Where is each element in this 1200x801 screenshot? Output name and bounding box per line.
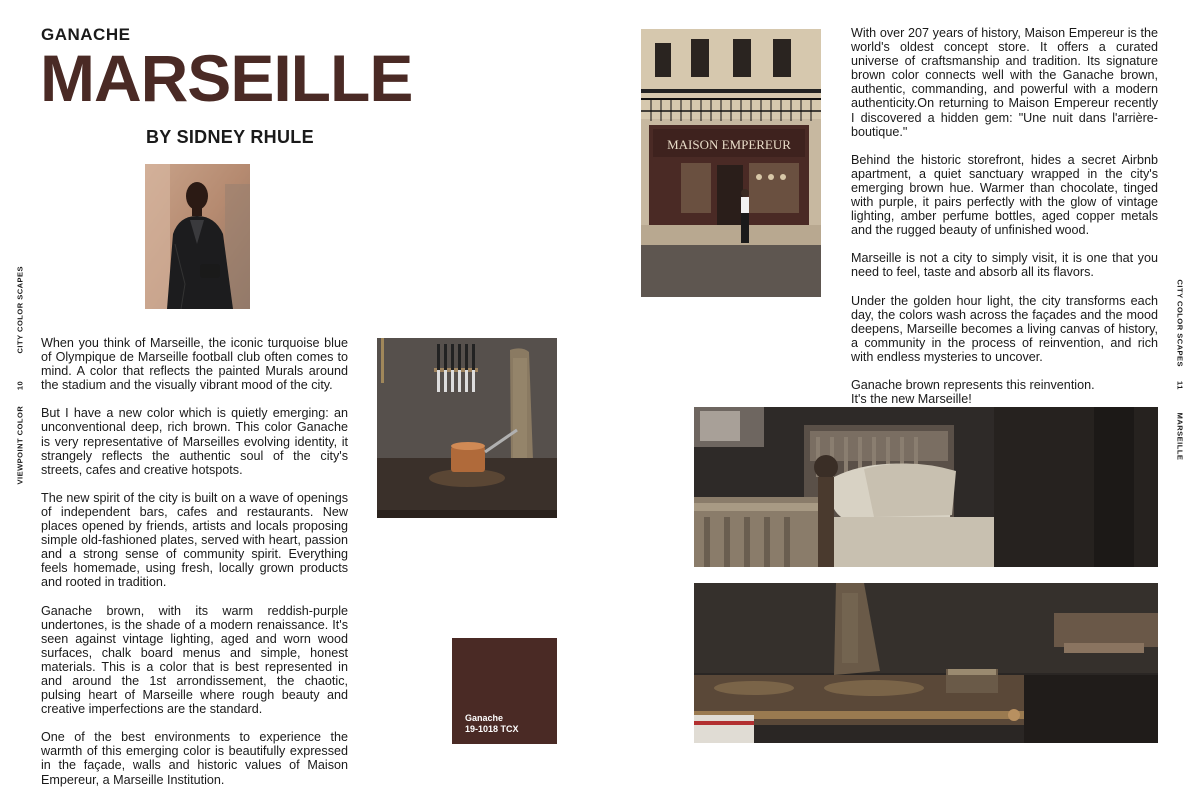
paragraph: With over 207 years of history, Maison Empereur is the world's oldest concept store. It offers a curated universe of craftsmanship and tradition. Its signature brown color connects well with the Ganache brown, authentic, commanding, and powerful with a modern authenticity.On returning to Maison Empereur recently I discovered a hidden gem: "Une nuit dans l'arrière-boutique." — [851, 26, 1158, 139]
swatch-code: 19-1018 TCX — [465, 724, 519, 734]
paragraph: When you think of Marseille, the iconic turquoise blue of Olympique de Marseille football club often comes to mind. A color that reflects the painted Murals around the stadium and the visually vibrant mood of the city. — [41, 336, 348, 393]
swatch-name: Ganache — [465, 713, 504, 723]
paragraph: Behind the historic storefront, hides a secret Airbnb apartment, a quiet sanctuary wrapped in the city's emerging brown hue. Warmer than chocolate, tinged with purple, it pairs perfectly with the glow of vintage lighting, amber perfume bottles, aged copper metals and the rugged beauty of unfinished wood. — [851, 152, 1158, 238]
paragraph: Ganache brown, with its warm reddish-purple undertones, is the shade of a modern renaissance. It's seen against vintage lighting, aged and worn wood surfaces, chalk board menus and simple, honest materials. This is a color that is best represented in and around the 1st arrondissement, the chaotic, pulsing heart of Marseille where rough beauty and creative imperfections are the standard. — [41, 603, 348, 717]
paragraph: The new spirit of the city is built on a wave of openings of independent bars, cafes and restaurants. New places opened by friends, artists and locals proposing simple old-fashioned plates, served with heart, passion and a strong sense of community spirit. Everything feels homemade, using fresh, locally grown products and rooted in tradition. — [41, 490, 348, 590]
right-topic-label: MARSEILLE — [1175, 412, 1185, 461]
left-section-label: CITY COLOR SCAPES — [15, 265, 25, 354]
storefront-sign: MAISON EMPEREUR — [667, 137, 791, 152]
arriere-boutique-bedroom-photo — [694, 407, 1158, 567]
kicker: GANACHE — [41, 25, 131, 44]
paragraph: Under the golden hour light, the city transforms each day, the colors wash across the façades and the mood deepens, Marseille becomes a living canvas of history, a community in the process of reinvention, and rich with endless mysteries to uncover. — [851, 293, 1158, 364]
paragraph: But I have a new color which is quietly emerging: an unconventional deep, rich brown. This color Ganache is very representative of Marseilles evolving identity, it strangely reflects the authentic soul of the city's streets, cafes and creative hotspots. — [41, 406, 348, 477]
paragraph: Marseille is not a city to simply visit, it is one that you need to feel, taste and absorb all its flavors. — [851, 251, 1158, 280]
copper-pot-stove-photo — [377, 338, 557, 518]
byline: BY SIDNEY RHULE — [146, 127, 314, 147]
left-page-number: 10 — [15, 380, 25, 391]
paragraph: One of the best environments to experience the warmth of this emerging color is beautifully expressed in the façade, walls and historic values of Maison Empereur, a Marseille Institution. — [41, 730, 348, 787]
right-section-label: CITY COLOR SCAPES — [1175, 279, 1185, 368]
body-text-right — [851, 26, 1158, 420]
left-magazine-label: VIEWPOINT COLOR — [15, 405, 25, 485]
ganache-color-swatch — [452, 638, 557, 744]
paragraph: Ganache brown represents this reinvention. It's the new Marseille! — [851, 377, 1095, 407]
vintage-stove-photo — [694, 583, 1158, 743]
right-page-number: 11 — [1175, 381, 1185, 390]
page-title: MARSEILLE — [40, 41, 413, 115]
body-text-left — [41, 336, 348, 801]
author-portrait-photo — [145, 164, 250, 309]
maison-empereur-storefront-photo — [641, 29, 821, 297]
